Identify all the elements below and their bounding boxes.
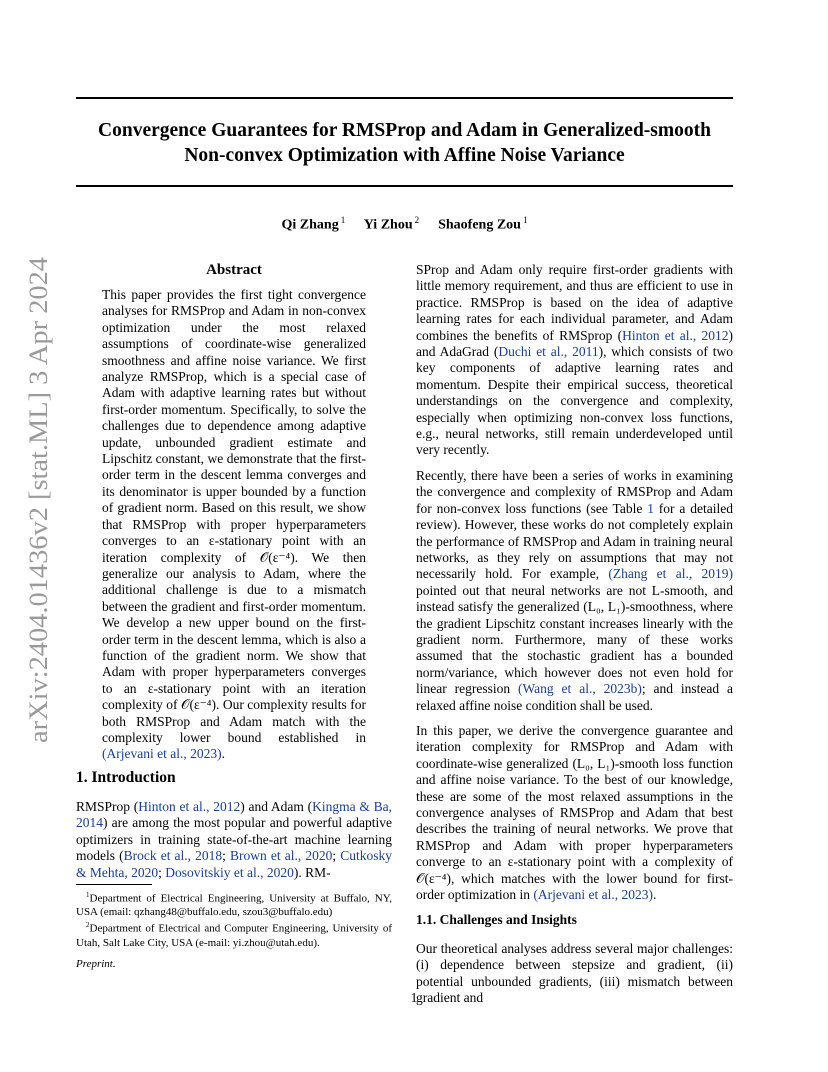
footnote-2: $^2$Department of Electrical and Computer Engineering, University of Utah, Salt Lake City, USA (e-mail: yi.zhou@utah.edu). <box>76 921 392 949</box>
citation-link[interactable]: Cutkosky & Mehta, 2020 <box>76 848 392 880</box>
text: ) are among the most popular and powerful adaptive optimizers in training state-of-the-art machine learning models ( <box>76 815 392 864</box>
paragraph <box>416 468 733 714</box>
section-heading-introduction: 1. Introduction <box>76 769 176 786</box>
footnote-1: $^1$Department of Electrical Engineering, University at Buffalo, NY, USA (email: qzhang48@buffalo.edu, szou3@buffalo.edu) <box>76 891 392 919</box>
author-name: Yi Zhou <box>363 217 413 233</box>
text: ; and instead a relaxed affine noise condition shall be used. <box>416 681 734 713</box>
author-affiliation: 2 <box>414 215 420 225</box>
paragraph: Our theoretical analyses address several major challenges: (i) dependence between stepsize and gradient, (ii) potential unbounded gradients, (iii) mismatch between gradient and <box>416 940 733 1006</box>
abstract-body <box>102 287 366 763</box>
paragraph <box>416 262 733 459</box>
top-rule <box>76 97 733 99</box>
text: pointed out that neural networks are not L-smooth, and instead satisfy the generalized (L₀, L₁)-smoothness, where the gradient Lipschitz constant increases linearly with the gradient norm. Furthermore, many of these works assumed that the stochastic gradient has a bounded norm/variance, which however does not even hold for linear regression <box>416 582 733 697</box>
text: ). RM- <box>293 864 331 880</box>
table-link[interactable]: 1 <box>647 500 654 516</box>
text: . <box>652 887 657 903</box>
citation-link[interactable]: (Wang et al., 2023b) <box>518 681 642 697</box>
abstract-end: . <box>221 746 225 762</box>
citation-link[interactable]: Kingma & Ba, 2014 <box>76 799 393 831</box>
paper-title <box>76 118 733 168</box>
subsection-heading: 1.1. Challenges and Insights <box>416 912 577 928</box>
arxiv-stamp-text: arXiv:2404.01436v2 [stat.ML] 3 Apr 2024 <box>24 298 53 743</box>
footnote-text: Department of Electrical Engineering, University at Buffalo, NY, USA (email: qzhang48@buffalo.edu, szou3@buffalo.edu) <box>76 892 392 919</box>
citation-link[interactable]: Brock et al., 2018 <box>123 848 223 864</box>
author-affiliation: 1 <box>340 215 346 225</box>
citation-link[interactable]: (Arjevani et al., 2023) <box>102 746 222 762</box>
abstract-heading: Abstract <box>206 262 262 278</box>
citation-link[interactable]: Hinton et al., 2012 <box>622 327 729 343</box>
text: for a detailed review). However, these works do not completely explain the performance of RMSProp and Adam in training neural networks, as they rely on assumptions that may not necessarily hold. For example, <box>416 500 733 582</box>
text: SProp and Adam only require first-order gradients with little memory requirement, and thus are efficient to use in practice. RMSProp is based on the idea of adaptive learning rates for each individual parameter, and Adam combines the benefits of RMSprop ( <box>416 262 733 343</box>
citation-link[interactable]: (Arjevani et al., 2023) <box>533 887 653 903</box>
text: ; <box>158 864 166 880</box>
intro-paragraph <box>76 799 392 881</box>
author-list <box>76 215 733 234</box>
text: In this paper, we derive the convergence guarantee and iteration complexity for RMSProp and Adam with coordinate-wise generalized (L₀, L₁)-smooth loss function and affine noise variance. To the best of our knowledge, these are some of the most relaxed assumptions in the convergence analyses of RMSProp and Adam that best describes the training of neural networks. We prove that RMSProp and Adam with proper hyperparameters converge to an ε-stationary point with a complexity of 𝒪(ε⁻⁴), which matches with the lower bound for first-order optimization in <box>416 722 733 903</box>
author-affiliation: 1 <box>522 215 528 225</box>
preprint-label: Preprint. <box>76 958 116 970</box>
author-name: Shaofeng Zou <box>438 217 521 233</box>
citation-link[interactable]: Hinton et al., 2012 <box>138 799 241 814</box>
title-bottom-rule <box>76 185 733 187</box>
text: ; <box>332 848 341 864</box>
title-line-2: Non-convex Optimization with Affine Noise Variance <box>184 145 625 166</box>
text: ), which consists of two key components of adaptive learning rates and momentum. Despite their empirical success, theoretical understandings on the convergence and complexity, especially when optimizing non-convex loss functions, e.g., neural networks, still remain underdeveloped until very recently. <box>416 344 733 458</box>
arxiv-stamp <box>16 255 56 745</box>
citation-link[interactable]: Dosovitskiy et al., 2020 <box>165 864 294 880</box>
text: ) and Adam ( <box>240 799 313 814</box>
text: Recently, there have been a series of works in examining the convergence and complexity of RMSProp and Adam for non-convex loss functions (see Table <box>416 467 733 516</box>
author-name: Qi Zhang <box>281 217 339 233</box>
right-column <box>416 262 733 1015</box>
abstract-text: This paper provides the first tight convergence analyses for RMSProp and Adam in non-convex optimization under the most relaxed assumptions of coordinate-wise generalized smoothness and affine noise variance. We first analyze RMSProp, which is a special case of Adam with adaptive learning rates but without first-order momentum. Specifically, to solve the challenges due to dependence among adaptive update, unbounded gradient estimate and Lipschitz constant, we demonstrate that the first-order term in the descent lemma converges and its denominator is upper bounded by a function of gradient norm. Based on this result, we show that RMSProp with proper hyperparameters converges to an ε-stationary point with an iteration complexity of 𝒪(ε⁻⁴). We then generalize our analysis to Adam, where the additional challenge is due to a mismatch between the gradient and first-order momentum. We develop a new upper bound on the first-order term in the descent lemma, which is also a function of the gradient norm. We show that Adam with proper hyperparameters converges to an ε-stationary point with an iteration complexity of 𝒪(ε⁻⁴). Our complexity results for both RMSProp and Adam match with the complexity lower bound established in <box>102 287 366 745</box>
text: ) and AdaGrad ( <box>416 327 733 360</box>
citation-link[interactable]: (Zhang et al., 2019) <box>608 566 733 582</box>
footnotes <box>76 889 392 950</box>
paragraph <box>416 723 733 903</box>
text: ; <box>222 848 231 864</box>
page-number: 1 <box>410 990 418 1005</box>
footnote-text: Department of Electrical and Computer Engineering, University of Utah, Salt Lake City, USA (e-mail: yi.zhou@utah.edu). <box>76 923 392 949</box>
title-line-1: Convergence Guarantees for RMSProp and Adam in Generalized-smooth <box>98 120 711 141</box>
citation-link[interactable]: Duchi et al., 2011 <box>498 344 599 360</box>
footnote-rule <box>76 884 152 885</box>
citation-link[interactable]: Brown et al., 2020 <box>230 848 333 864</box>
text: RMSProp ( <box>76 799 139 814</box>
